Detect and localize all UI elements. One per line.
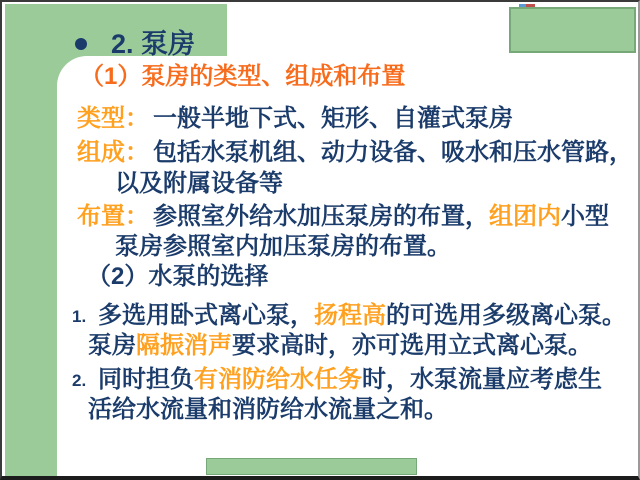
- bullet-icon: [75, 38, 87, 50]
- label-layout: 布置：: [77, 203, 149, 230]
- list-item-1-line-1: [72, 303, 626, 330]
- label-composition: 组成：: [77, 139, 149, 166]
- slide-title-text: 2. 泵房: [111, 29, 196, 59]
- paragraph-composition: [77, 140, 633, 167]
- list-number-1: 1.: [72, 307, 87, 326]
- paragraph-layout: [77, 204, 609, 231]
- green-top-right-box: [509, 7, 636, 53]
- text-composition: 包括水泵机组、动力设备、吸水和压水管路，: [153, 139, 633, 166]
- list-number-2: 2.: [72, 371, 87, 390]
- text-type: 一般半地下式、矩形、自灌式泵房: [153, 105, 513, 132]
- item1-text-c: 泵房: [88, 332, 136, 359]
- green-left-bar: [5, 4, 57, 476]
- highlight-layout: 组团内: [489, 203, 561, 230]
- paragraph-composition-cont: 以及附属设备等: [115, 170, 283, 197]
- text-layout-tail: 小型: [561, 203, 609, 230]
- slide-title: [75, 29, 195, 59]
- paragraph-type: [77, 106, 513, 133]
- label-type: 类型：: [77, 105, 149, 132]
- item1-text-d: 要求高时，亦可选用立式离心泵。: [232, 332, 592, 359]
- item2-highlight: 有消防给水任务: [194, 366, 362, 393]
- item1-text-a: 多选用卧式离心泵，: [98, 302, 314, 329]
- tiny-blue-mark: [519, 4, 526, 7]
- list-item-2-line-2: 活给水流量和消防给水流量之和。: [88, 396, 448, 423]
- item1-highlight-1: 扬程高: [314, 302, 386, 329]
- item1-text-b: 的可选用多级离心泵。: [386, 302, 626, 329]
- section-heading-1: （1）泵房的类型、组成和布置: [80, 63, 406, 90]
- section-heading-2: （2）水泵的选择: [87, 263, 269, 290]
- paragraph-layout-cont: 泵房参照室内加压泵房的布置。: [115, 233, 451, 260]
- list-item-2-line-1: [72, 367, 602, 394]
- tiny-red-mark: [526, 4, 535, 7]
- item2-text-a: 同时担负: [98, 366, 194, 393]
- list-item-1-line-2: [88, 333, 592, 360]
- item1-highlight-2: 隔振消声: [136, 332, 232, 359]
- green-bottom-bar: [206, 458, 417, 475]
- text-layout: 参照室外给水加压泵房的布置，: [153, 203, 489, 230]
- item2-text-b: 时，水泵流量应考虑生: [362, 366, 602, 393]
